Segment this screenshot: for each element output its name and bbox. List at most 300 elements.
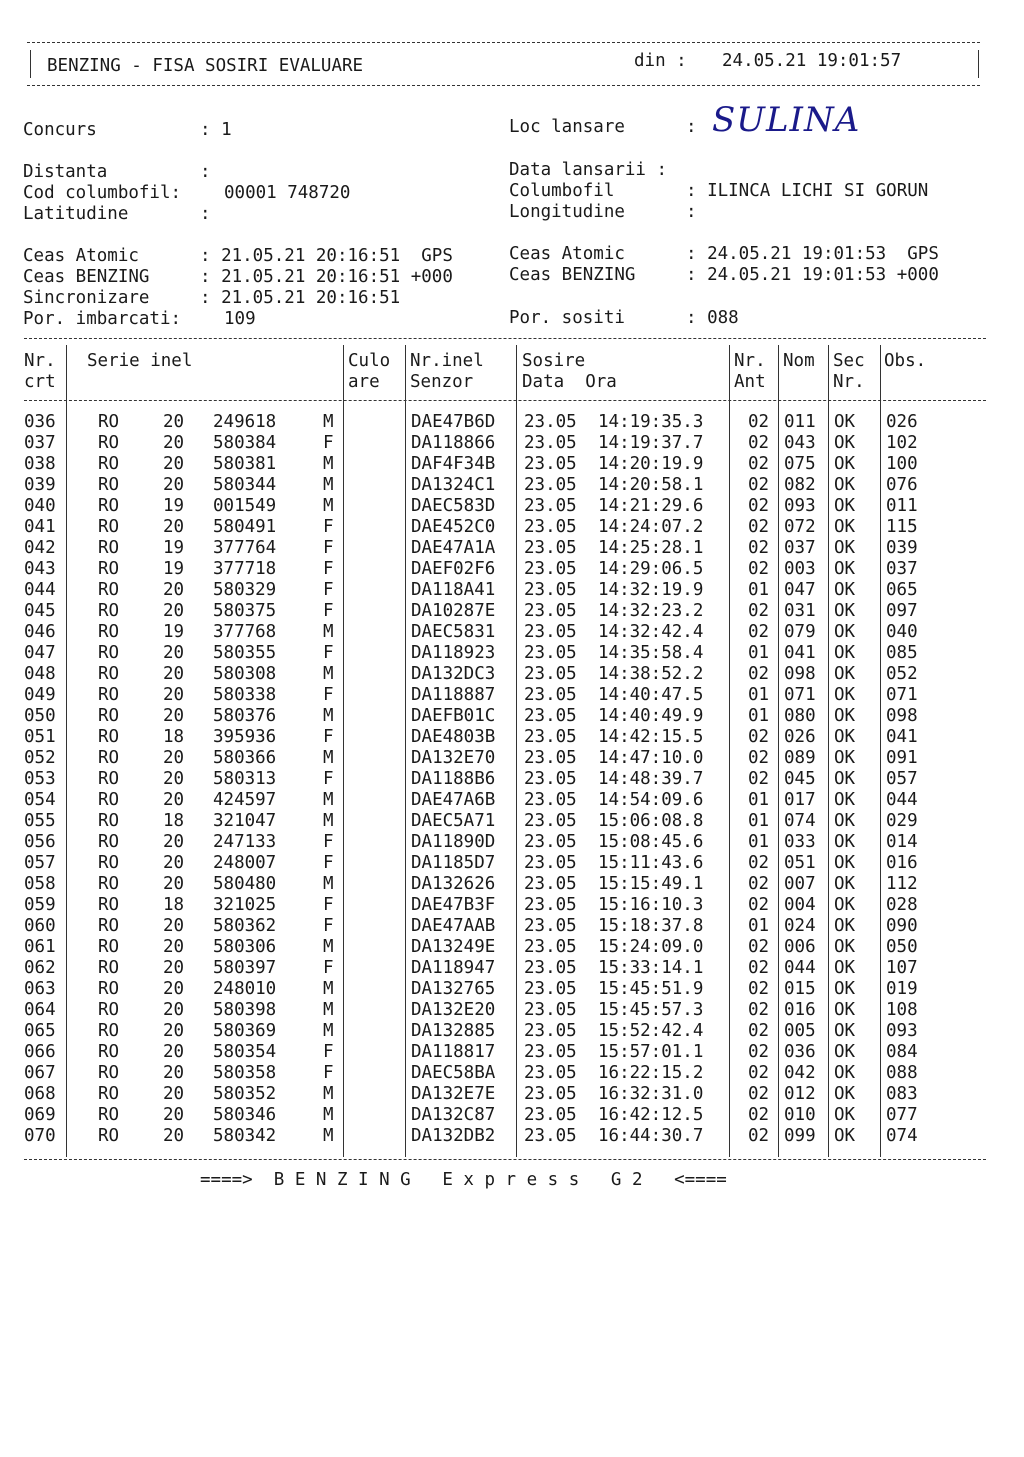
row-obs: 108 <box>886 1000 918 1020</box>
table-row <box>0 1042 1024 1063</box>
table-row <box>0 1084 1024 1105</box>
row-sex: M <box>323 1126 334 1146</box>
col-header-nr-ant: Nr. <box>734 351 766 371</box>
row-ring-number: 395936 <box>213 727 277 747</box>
row-number: 068 <box>24 1084 56 1104</box>
row-number: 046 <box>24 622 56 642</box>
row-ring-number: 248010 <box>213 979 277 999</box>
row-antenna: 02 <box>748 433 770 453</box>
table-row <box>0 433 1024 454</box>
row-number: 047 <box>24 643 56 663</box>
row-obs: 093 <box>886 1021 918 1041</box>
row-ring-number: 377718 <box>213 559 277 579</box>
row-year: 18 <box>163 727 185 747</box>
row-sex: F <box>323 727 334 747</box>
sositi-value: : 088 <box>686 308 739 328</box>
row-sensor: DAE47A6B <box>411 790 496 810</box>
row-sec: OK <box>834 895 856 915</box>
table-row <box>0 769 1024 790</box>
row-sec: OK <box>834 979 856 999</box>
table-row <box>0 454 1024 475</box>
row-year: 20 <box>163 601 185 621</box>
row-ring-number: 580491 <box>213 517 277 537</box>
row-country: RO <box>98 874 120 894</box>
row-sec: OK <box>834 685 856 705</box>
sincronizare-value: : 21.05.21 20:16:51 <box>200 288 401 308</box>
row-time: 14:40:49.9 <box>598 706 704 726</box>
row-country: RO <box>98 412 120 432</box>
row-time: 15:45:51.9 <box>598 979 704 999</box>
table-header-rule <box>24 400 986 401</box>
row-nom: 047 <box>784 580 816 600</box>
row-sensor: DA118887 <box>411 685 496 705</box>
row-ring-number: 580384 <box>213 433 277 453</box>
row-sex: F <box>323 895 334 915</box>
row-time: 14:40:47.5 <box>598 685 704 705</box>
row-antenna: 02 <box>748 475 770 495</box>
row-date: 23.05 <box>524 1063 577 1083</box>
row-sex: M <box>323 664 334 684</box>
row-ring-number: 580329 <box>213 580 277 600</box>
row-sex: F <box>323 1063 334 1083</box>
row-sex: F <box>323 643 334 663</box>
row-number: 050 <box>24 706 56 726</box>
row-sec: OK <box>834 958 856 978</box>
table-row <box>0 853 1024 874</box>
row-antenna: 01 <box>748 790 770 810</box>
row-date: 23.05 <box>524 1000 577 1020</box>
row-year: 20 <box>163 517 185 537</box>
row-sensor: DA118923 <box>411 643 496 663</box>
row-date: 23.05 <box>524 622 577 642</box>
row-date: 23.05 <box>524 601 577 621</box>
row-country: RO <box>98 748 120 768</box>
row-sex: F <box>323 433 334 453</box>
left-atomic-value: : 21.05.21 20:16:51 GPS <box>200 246 453 266</box>
header-right-border <box>978 50 979 78</box>
row-sensor: DA1324C1 <box>411 475 496 495</box>
row-time: 16:44:30.7 <box>598 1126 704 1146</box>
row-obs: 088 <box>886 1063 918 1083</box>
row-sex: M <box>323 412 334 432</box>
col-header-are: are <box>348 372 380 392</box>
row-sec: OK <box>834 811 856 831</box>
row-obs: 026 <box>886 412 918 432</box>
row-nom: 010 <box>784 1105 816 1125</box>
row-antenna: 02 <box>748 1105 770 1125</box>
row-antenna: 02 <box>748 769 770 789</box>
row-obs: 097 <box>886 601 918 621</box>
right-benzing-label: Ceas BENZING <box>509 265 636 285</box>
row-nom: 099 <box>784 1126 816 1146</box>
row-number: 056 <box>24 832 56 852</box>
row-sec: OK <box>834 1021 856 1041</box>
row-time: 14:25:28.1 <box>598 538 704 558</box>
row-obs: 100 <box>886 454 918 474</box>
row-ring-number: 424597 <box>213 790 277 810</box>
row-nom: 089 <box>784 748 816 768</box>
row-ring-number: 580354 <box>213 1042 277 1062</box>
latitudine-label: Latitudine <box>23 204 129 224</box>
footer-banner: ====> B E N Z I N G E x p r e s s G 2 <==== <box>200 1170 727 1190</box>
row-antenna: 02 <box>748 454 770 474</box>
row-year: 20 <box>163 1105 185 1125</box>
row-year: 20 <box>163 643 185 663</box>
row-time: 14:42:15.5 <box>598 727 704 747</box>
row-obs: 040 <box>886 622 918 642</box>
row-country: RO <box>98 517 120 537</box>
row-date: 23.05 <box>524 790 577 810</box>
row-country: RO <box>98 538 120 558</box>
row-number: 070 <box>24 1126 56 1146</box>
row-number: 065 <box>24 1021 56 1041</box>
row-nom: 033 <box>784 832 816 852</box>
row-antenna: 02 <box>748 958 770 978</box>
row-year: 19 <box>163 496 185 516</box>
row-ring-number: 321047 <box>213 811 277 831</box>
row-date: 23.05 <box>524 727 577 747</box>
table-row <box>0 664 1024 685</box>
row-number: 051 <box>24 727 56 747</box>
row-country: RO <box>98 1042 120 1062</box>
row-sensor: DAE47A1A <box>411 538 496 558</box>
row-time: 14:32:23.2 <box>598 601 704 621</box>
row-date: 23.05 <box>524 769 577 789</box>
row-sec: OK <box>834 832 856 852</box>
row-nom: 098 <box>784 664 816 684</box>
row-sensor: DAEC583D <box>411 496 496 516</box>
row-number: 036 <box>24 412 56 432</box>
row-date: 23.05 <box>524 895 577 915</box>
row-date: 23.05 <box>524 853 577 873</box>
row-sensor: DA132C87 <box>411 1105 496 1125</box>
row-date: 23.05 <box>524 685 577 705</box>
row-ring-number: 580355 <box>213 643 277 663</box>
row-year: 19 <box>163 559 185 579</box>
row-country: RO <box>98 664 120 684</box>
row-time: 15:08:45.6 <box>598 832 704 852</box>
row-obs: 037 <box>886 559 918 579</box>
row-year: 20 <box>163 853 185 873</box>
row-time: 15:45:57.3 <box>598 1000 704 1020</box>
table-row <box>0 706 1024 727</box>
row-country: RO <box>98 601 120 621</box>
row-antenna: 01 <box>748 811 770 831</box>
header-bottom-rule <box>27 85 980 86</box>
row-number: 053 <box>24 769 56 789</box>
latitudine-value: : <box>200 204 211 224</box>
row-date: 23.05 <box>524 496 577 516</box>
row-time: 15:52:42.4 <box>598 1021 704 1041</box>
row-obs: 115 <box>886 517 918 537</box>
row-date: 23.05 <box>524 433 577 453</box>
row-date: 23.05 <box>524 979 577 999</box>
row-year: 20 <box>163 412 185 432</box>
concurs-value: : 1 <box>200 120 232 140</box>
row-time: 15:24:09.0 <box>598 937 704 957</box>
row-time: 14:21:29.6 <box>598 496 704 516</box>
table-row <box>0 685 1024 706</box>
row-sec: OK <box>834 853 856 873</box>
row-year: 20 <box>163 790 185 810</box>
row-nom: 015 <box>784 979 816 999</box>
row-year: 20 <box>163 748 185 768</box>
longitudine-value: : <box>686 202 697 222</box>
row-sec: OK <box>834 874 856 894</box>
data-lansarii-label: Data lansarii : <box>509 160 668 180</box>
row-antenna: 02 <box>748 937 770 957</box>
row-country: RO <box>98 895 120 915</box>
cod-columbofil-label: Cod columbofil: <box>23 183 182 203</box>
row-obs: 077 <box>886 1105 918 1125</box>
row-nom: 075 <box>784 454 816 474</box>
row-year: 20 <box>163 1042 185 1062</box>
row-antenna: 02 <box>748 895 770 915</box>
table-row <box>0 1126 1024 1147</box>
table-row <box>0 1063 1024 1084</box>
table-row <box>0 1000 1024 1021</box>
row-ring-number: 580362 <box>213 916 277 936</box>
row-country: RO <box>98 559 120 579</box>
row-nom: 072 <box>784 517 816 537</box>
row-antenna: 02 <box>748 1126 770 1146</box>
row-sensor: DAE4803B <box>411 727 496 747</box>
row-country: RO <box>98 937 120 957</box>
row-sensor: DAF4F34B <box>411 454 496 474</box>
left-benzing-value: : 21.05.21 20:16:51 +000 <box>200 267 453 287</box>
row-time: 15:57:01.1 <box>598 1042 704 1062</box>
row-sex: M <box>323 748 334 768</box>
header-din-value: 24.05.21 19:01:57 <box>722 51 902 71</box>
distanta-label: Distanta <box>23 162 108 182</box>
row-sec: OK <box>834 916 856 936</box>
page-title: BENZING - FISA SOSIRI EVALUARE <box>47 56 364 76</box>
row-date: 23.05 <box>524 1126 577 1146</box>
table-row <box>0 559 1024 580</box>
row-sensor: DAE47AAB <box>411 916 496 936</box>
row-nom: 007 <box>784 874 816 894</box>
row-sensor: DA132626 <box>411 874 496 894</box>
row-time: 16:22:15.2 <box>598 1063 704 1083</box>
row-nom: 005 <box>784 1021 816 1041</box>
row-sec: OK <box>834 1126 856 1146</box>
row-ring-number: 580352 <box>213 1084 277 1104</box>
row-sex: F <box>323 517 334 537</box>
row-ring-number: 580344 <box>213 475 277 495</box>
row-sex: M <box>323 874 334 894</box>
row-obs: 050 <box>886 937 918 957</box>
table-row <box>0 622 1024 643</box>
row-ring-number: 580342 <box>213 1126 277 1146</box>
row-ring-number: 580397 <box>213 958 277 978</box>
row-nom: 026 <box>784 727 816 747</box>
row-ring-number: 248007 <box>213 853 277 873</box>
row-country: RO <box>98 790 120 810</box>
row-time: 15:06:08.8 <box>598 811 704 831</box>
row-country: RO <box>98 475 120 495</box>
row-date: 23.05 <box>524 706 577 726</box>
row-obs: 091 <box>886 748 918 768</box>
row-time: 14:48:39.7 <box>598 769 704 789</box>
row-sensor: DAEC5831 <box>411 622 496 642</box>
row-year: 20 <box>163 1021 185 1041</box>
row-obs: 090 <box>886 916 918 936</box>
row-sex: F <box>323 832 334 852</box>
col-header-sec: Sec <box>833 351 865 371</box>
row-sensor: DA132DB2 <box>411 1126 496 1146</box>
row-time: 16:42:12.5 <box>598 1105 704 1125</box>
row-antenna: 02 <box>748 601 770 621</box>
row-sec: OK <box>834 1105 856 1125</box>
row-number: 059 <box>24 895 56 915</box>
row-sex: F <box>323 685 334 705</box>
row-nom: 041 <box>784 643 816 663</box>
row-obs: 112 <box>886 874 918 894</box>
row-country: RO <box>98 958 120 978</box>
row-sex: M <box>323 1021 334 1041</box>
row-sec: OK <box>834 769 856 789</box>
row-country: RO <box>98 496 120 516</box>
row-nom: 036 <box>784 1042 816 1062</box>
row-antenna: 02 <box>748 664 770 684</box>
row-number: 063 <box>24 979 56 999</box>
table-row <box>0 580 1024 601</box>
row-obs: 028 <box>886 895 918 915</box>
row-number: 037 <box>24 433 56 453</box>
row-obs: 098 <box>886 706 918 726</box>
row-sec: OK <box>834 601 856 621</box>
row-sensor: DA13249E <box>411 937 496 957</box>
row-obs: 076 <box>886 475 918 495</box>
table-row <box>0 517 1024 538</box>
row-time: 14:20:58.1 <box>598 475 704 495</box>
row-sensor: DA132DC3 <box>411 664 496 684</box>
row-antenna: 02 <box>748 1063 770 1083</box>
row-date: 23.05 <box>524 412 577 432</box>
row-date: 23.05 <box>524 748 577 768</box>
table-row <box>0 832 1024 853</box>
row-number: 060 <box>24 916 56 936</box>
row-nom: 051 <box>784 853 816 873</box>
row-number: 054 <box>24 790 56 810</box>
row-year: 20 <box>163 664 185 684</box>
columbofil-value: : ILINCA LICHI SI GORUN <box>686 181 929 201</box>
row-nom: 017 <box>784 790 816 810</box>
row-sec: OK <box>834 412 856 432</box>
row-year: 20 <box>163 433 185 453</box>
row-sensor: DA10287E <box>411 601 496 621</box>
row-year: 20 <box>163 454 185 474</box>
row-date: 23.05 <box>524 1105 577 1125</box>
row-antenna: 02 <box>748 559 770 579</box>
row-number: 066 <box>24 1042 56 1062</box>
row-antenna: 02 <box>748 496 770 516</box>
row-sex: M <box>323 1000 334 1020</box>
table-row <box>0 811 1024 832</box>
row-time: 14:54:09.6 <box>598 790 704 810</box>
row-sec: OK <box>834 727 856 747</box>
row-ring-number: 377764 <box>213 538 277 558</box>
row-number: 067 <box>24 1063 56 1083</box>
table-bottom-rule <box>24 1159 986 1160</box>
row-antenna: 01 <box>748 706 770 726</box>
row-sec: OK <box>834 622 856 642</box>
row-time: 15:16:10.3 <box>598 895 704 915</box>
row-date: 23.05 <box>524 1084 577 1104</box>
table-row <box>0 538 1024 559</box>
row-year: 18 <box>163 895 185 915</box>
row-nom: 012 <box>784 1084 816 1104</box>
row-nom: 006 <box>784 937 816 957</box>
row-date: 23.05 <box>524 517 577 537</box>
row-date: 23.05 <box>524 937 577 957</box>
row-time: 14:38:52.2 <box>598 664 704 684</box>
row-antenna: 02 <box>748 538 770 558</box>
row-nom: 016 <box>784 1000 816 1020</box>
row-antenna: 02 <box>748 1084 770 1104</box>
row-sex: F <box>323 916 334 936</box>
row-year: 18 <box>163 811 185 831</box>
col-header-nrinel: Nr.inel <box>410 351 484 371</box>
row-country: RO <box>98 643 120 663</box>
row-ring-number: 580366 <box>213 748 277 768</box>
row-number: 040 <box>24 496 56 516</box>
row-sex: M <box>323 454 334 474</box>
row-date: 23.05 <box>524 664 577 684</box>
row-sex: F <box>323 1042 334 1062</box>
row-year: 20 <box>163 916 185 936</box>
row-time: 15:33:14.1 <box>598 958 704 978</box>
col-header-senzor: Senzor <box>410 372 474 392</box>
row-time: 14:24:07.2 <box>598 517 704 537</box>
row-antenna: 01 <box>748 643 770 663</box>
table-row <box>0 727 1024 748</box>
row-sec: OK <box>834 706 856 726</box>
columbofil-label: Columbofil <box>509 181 615 201</box>
row-ring-number: 580338 <box>213 685 277 705</box>
header-top-rule <box>27 42 980 43</box>
row-country: RO <box>98 1063 120 1083</box>
row-time: 15:11:43.6 <box>598 853 704 873</box>
row-number: 049 <box>24 685 56 705</box>
row-sec: OK <box>834 454 856 474</box>
row-sensor: DAEC58BA <box>411 1063 496 1083</box>
row-sex: M <box>323 979 334 999</box>
row-ring-number: 580381 <box>213 454 277 474</box>
row-country: RO <box>98 769 120 789</box>
row-ring-number: 377768 <box>213 622 277 642</box>
row-antenna: 01 <box>748 580 770 600</box>
row-obs: 074 <box>886 1126 918 1146</box>
row-date: 23.05 <box>524 1021 577 1041</box>
row-sex: M <box>323 475 334 495</box>
row-number: 058 <box>24 874 56 894</box>
row-sensor: DAEFB01C <box>411 706 496 726</box>
header-din-label: din : <box>634 51 687 71</box>
row-date: 23.05 <box>524 454 577 474</box>
row-year: 20 <box>163 580 185 600</box>
row-year: 20 <box>163 937 185 957</box>
row-ring-number: 580358 <box>213 1063 277 1083</box>
row-ring-number: 580376 <box>213 706 277 726</box>
right-atomic-label: Ceas Atomic <box>509 244 625 264</box>
row-obs: 052 <box>886 664 918 684</box>
row-sex: M <box>323 937 334 957</box>
row-sec: OK <box>834 937 856 957</box>
row-sec: OK <box>834 790 856 810</box>
row-sec: OK <box>834 1042 856 1062</box>
row-sec: OK <box>834 1063 856 1083</box>
